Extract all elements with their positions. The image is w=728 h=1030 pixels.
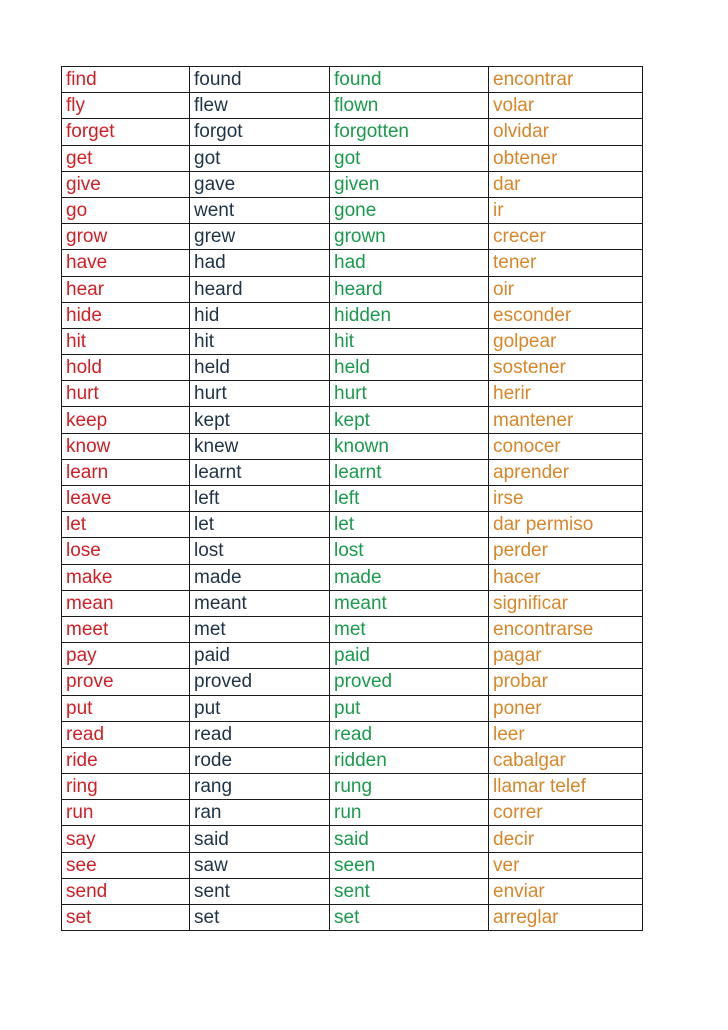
base-form-cell: put: [62, 695, 190, 721]
base-form-cell: make: [62, 564, 190, 590]
base-form-cell: grow: [62, 224, 190, 250]
table-row: [62, 93, 643, 119]
past-simple-cell: put: [190, 695, 330, 721]
irregular-verbs-table: [61, 66, 643, 931]
base-form-cell: hurt: [62, 381, 190, 407]
past-participle-cell: lost: [330, 538, 489, 564]
spanish-translation-cell: llamar telef: [489, 774, 643, 800]
base-form-cell: give: [62, 171, 190, 197]
past-participle-cell: set: [330, 905, 489, 931]
base-form-cell: read: [62, 721, 190, 747]
table-row: [62, 616, 643, 642]
past-participle-cell: given: [330, 171, 489, 197]
past-simple-cell: kept: [190, 407, 330, 433]
past-simple-cell: ran: [190, 800, 330, 826]
past-simple-cell: hit: [190, 328, 330, 354]
base-form-cell: have: [62, 250, 190, 276]
table-row: [62, 669, 643, 695]
spanish-translation-cell: esconder: [489, 302, 643, 328]
past-participle-cell: hit: [330, 328, 489, 354]
table-row: [62, 538, 643, 564]
past-participle-cell: hurt: [330, 381, 489, 407]
past-participle-cell: kept: [330, 407, 489, 433]
table-row: [62, 486, 643, 512]
base-form-cell: ring: [62, 774, 190, 800]
spanish-translation-cell: perder: [489, 538, 643, 564]
spanish-translation-cell: sostener: [489, 355, 643, 381]
past-simple-cell: went: [190, 197, 330, 223]
spanish-translation-cell: oir: [489, 276, 643, 302]
past-participle-cell: heard: [330, 276, 489, 302]
table-row: [62, 459, 643, 485]
base-form-cell: say: [62, 826, 190, 852]
base-form-cell: hear: [62, 276, 190, 302]
past-simple-cell: found: [190, 67, 330, 93]
table-row: [62, 695, 643, 721]
table-row: [62, 355, 643, 381]
table-row: [62, 250, 643, 276]
spanish-translation-cell: probar: [489, 669, 643, 695]
past-participle-cell: run: [330, 800, 489, 826]
table-row: [62, 826, 643, 852]
spanish-translation-cell: poner: [489, 695, 643, 721]
past-participle-cell: hidden: [330, 302, 489, 328]
spanish-translation-cell: herir: [489, 381, 643, 407]
past-participle-cell: seen: [330, 852, 489, 878]
table-row: [62, 905, 643, 931]
table-row: [62, 590, 643, 616]
past-simple-cell: rode: [190, 747, 330, 773]
table-row: [62, 171, 643, 197]
past-simple-cell: met: [190, 616, 330, 642]
table-row: [62, 119, 643, 145]
base-form-cell: lose: [62, 538, 190, 564]
past-participle-cell: said: [330, 826, 489, 852]
spanish-translation-cell: conocer: [489, 433, 643, 459]
past-simple-cell: hurt: [190, 381, 330, 407]
past-simple-cell: said: [190, 826, 330, 852]
past-simple-cell: set: [190, 905, 330, 931]
table-row: [62, 407, 643, 433]
past-participle-cell: put: [330, 695, 489, 721]
past-simple-cell: paid: [190, 643, 330, 669]
past-simple-cell: flew: [190, 93, 330, 119]
past-participle-cell: left: [330, 486, 489, 512]
spanish-translation-cell: tener: [489, 250, 643, 276]
past-simple-cell: let: [190, 512, 330, 538]
spanish-translation-cell: volar: [489, 93, 643, 119]
base-form-cell: hit: [62, 328, 190, 354]
table-row: [62, 145, 643, 171]
past-simple-cell: learnt: [190, 459, 330, 485]
spanish-translation-cell: ver: [489, 852, 643, 878]
base-form-cell: learn: [62, 459, 190, 485]
past-participle-cell: grown: [330, 224, 489, 250]
past-participle-cell: sent: [330, 878, 489, 904]
spanish-translation-cell: encontrarse: [489, 616, 643, 642]
spanish-translation-cell: aprender: [489, 459, 643, 485]
spanish-translation-cell: mantener: [489, 407, 643, 433]
past-participle-cell: meant: [330, 590, 489, 616]
spanish-translation-cell: arreglar: [489, 905, 643, 931]
spanish-translation-cell: dar permiso: [489, 512, 643, 538]
past-participle-cell: paid: [330, 643, 489, 669]
base-form-cell: forget: [62, 119, 190, 145]
past-participle-cell: made: [330, 564, 489, 590]
base-form-cell: go: [62, 197, 190, 223]
table-row: [62, 433, 643, 459]
past-participle-cell: known: [330, 433, 489, 459]
spanish-translation-cell: obtener: [489, 145, 643, 171]
table-row: [62, 328, 643, 354]
spanish-translation-cell: significar: [489, 590, 643, 616]
base-form-cell: find: [62, 67, 190, 93]
past-simple-cell: knew: [190, 433, 330, 459]
spanish-translation-cell: irse: [489, 486, 643, 512]
past-participle-cell: read: [330, 721, 489, 747]
table-row: [62, 878, 643, 904]
past-simple-cell: heard: [190, 276, 330, 302]
past-simple-cell: left: [190, 486, 330, 512]
base-form-cell: send: [62, 878, 190, 904]
past-simple-cell: rang: [190, 774, 330, 800]
table-row: [62, 512, 643, 538]
base-form-cell: hide: [62, 302, 190, 328]
past-simple-cell: meant: [190, 590, 330, 616]
base-form-cell: run: [62, 800, 190, 826]
table-row: [62, 643, 643, 669]
spanish-translation-cell: ir: [489, 197, 643, 223]
spanish-translation-cell: correr: [489, 800, 643, 826]
table-row: [62, 276, 643, 302]
base-form-cell: prove: [62, 669, 190, 695]
past-participle-cell: rung: [330, 774, 489, 800]
spanish-translation-cell: golpear: [489, 328, 643, 354]
table-row: [62, 224, 643, 250]
past-simple-cell: sent: [190, 878, 330, 904]
table-row: [62, 302, 643, 328]
table-row: [62, 852, 643, 878]
past-participle-cell: had: [330, 250, 489, 276]
table-row: [62, 721, 643, 747]
past-simple-cell: proved: [190, 669, 330, 695]
table-row: [62, 800, 643, 826]
base-form-cell: meet: [62, 616, 190, 642]
spanish-translation-cell: enviar: [489, 878, 643, 904]
spanish-translation-cell: crecer: [489, 224, 643, 250]
base-form-cell: pay: [62, 643, 190, 669]
past-participle-cell: proved: [330, 669, 489, 695]
past-participle-cell: flown: [330, 93, 489, 119]
spanish-translation-cell: leer: [489, 721, 643, 747]
spanish-translation-cell: decir: [489, 826, 643, 852]
past-simple-cell: held: [190, 355, 330, 381]
base-form-cell: get: [62, 145, 190, 171]
spanish-translation-cell: dar: [489, 171, 643, 197]
past-simple-cell: saw: [190, 852, 330, 878]
spanish-translation-cell: encontrar: [489, 67, 643, 93]
verbs-table-body: [62, 67, 643, 931]
base-form-cell: see: [62, 852, 190, 878]
past-participle-cell: held: [330, 355, 489, 381]
past-participle-cell: learnt: [330, 459, 489, 485]
past-participle-cell: forgotten: [330, 119, 489, 145]
base-form-cell: fly: [62, 93, 190, 119]
past-participle-cell: gone: [330, 197, 489, 223]
past-simple-cell: forgot: [190, 119, 330, 145]
past-simple-cell: grew: [190, 224, 330, 250]
past-participle-cell: ridden: [330, 747, 489, 773]
base-form-cell: hold: [62, 355, 190, 381]
table-row: [62, 774, 643, 800]
past-simple-cell: gave: [190, 171, 330, 197]
past-participle-cell: let: [330, 512, 489, 538]
past-simple-cell: got: [190, 145, 330, 171]
base-form-cell: mean: [62, 590, 190, 616]
spanish-translation-cell: hacer: [489, 564, 643, 590]
past-participle-cell: got: [330, 145, 489, 171]
table-row: [62, 564, 643, 590]
spanish-translation-cell: olvidar: [489, 119, 643, 145]
base-form-cell: leave: [62, 486, 190, 512]
base-form-cell: ride: [62, 747, 190, 773]
past-participle-cell: met: [330, 616, 489, 642]
past-simple-cell: had: [190, 250, 330, 276]
spanish-translation-cell: pagar: [489, 643, 643, 669]
table-row: [62, 381, 643, 407]
past-participle-cell: found: [330, 67, 489, 93]
base-form-cell: let: [62, 512, 190, 538]
base-form-cell: keep: [62, 407, 190, 433]
table-row: [62, 747, 643, 773]
past-simple-cell: read: [190, 721, 330, 747]
spanish-translation-cell: cabalgar: [489, 747, 643, 773]
past-simple-cell: made: [190, 564, 330, 590]
past-simple-cell: hid: [190, 302, 330, 328]
base-form-cell: know: [62, 433, 190, 459]
table-row: [62, 67, 643, 93]
past-simple-cell: lost: [190, 538, 330, 564]
base-form-cell: set: [62, 905, 190, 931]
table-row: [62, 197, 643, 223]
